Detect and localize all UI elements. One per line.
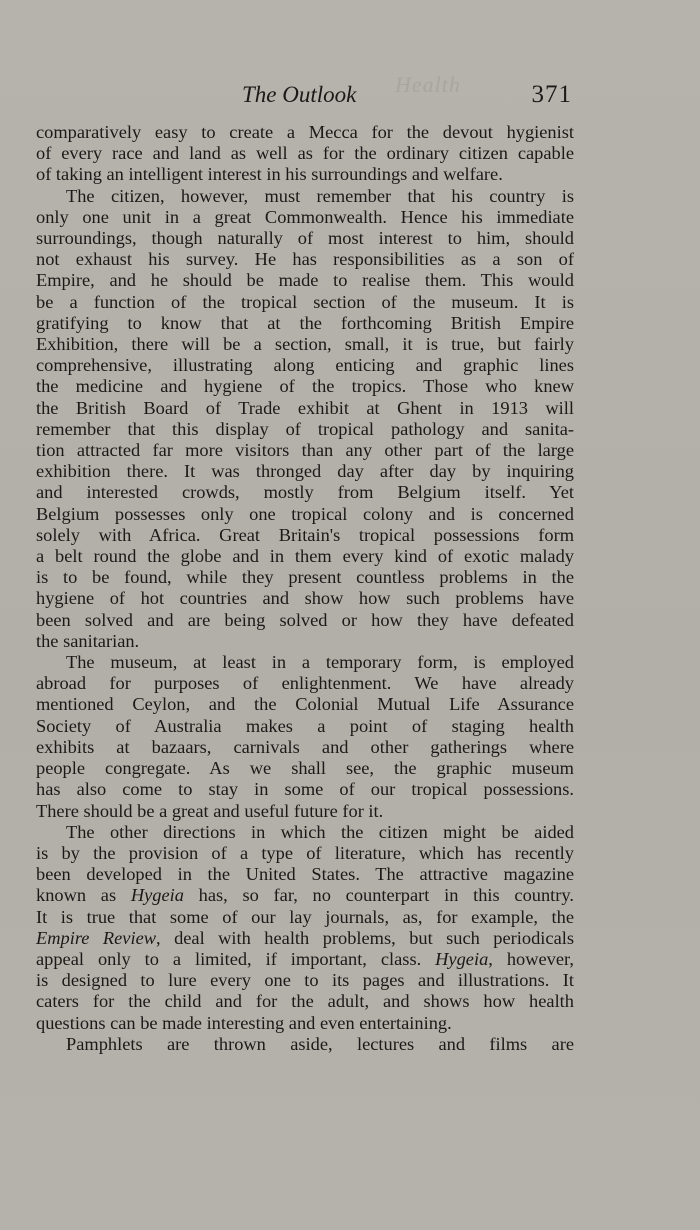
text-segment: Exhibition, there will be a section, small, it is true, but fairly bbox=[36, 334, 574, 355]
italic-title: Hygeia bbox=[130, 885, 184, 906]
text-segment: Empire, and he should be made to realise them. This would bbox=[36, 270, 574, 291]
text-segment: has also come to stay in some of our tropical possessions. bbox=[36, 779, 574, 800]
text-line bbox=[36, 525, 574, 546]
text-line bbox=[36, 292, 574, 313]
text-line bbox=[36, 716, 574, 737]
bleed-through-text: Health bbox=[395, 72, 461, 97]
text-line bbox=[36, 186, 574, 207]
text-segment: questions can be made interesting and even entertaining. bbox=[36, 1012, 452, 1033]
text-line bbox=[36, 1013, 574, 1034]
text-line bbox=[36, 143, 574, 164]
text-line bbox=[36, 801, 574, 822]
text-segment: people congregate. As we shall see, the graphic museum bbox=[36, 758, 574, 779]
text-line bbox=[36, 334, 574, 355]
text-line bbox=[36, 228, 574, 249]
text-segment: be a function of the tropical section of the museum. It is bbox=[36, 291, 574, 312]
text-segment: The citizen, however, must remember that his country is bbox=[66, 185, 574, 206]
text-segment: known as bbox=[36, 885, 131, 906]
text-segment: exhibits at bazaars, carnivals and other gatherings where bbox=[36, 736, 574, 757]
text-line bbox=[36, 398, 574, 419]
text-segment: The museum, at least in a temporary form, is employed bbox=[66, 652, 574, 673]
text-segment: has, so far, no counterpart in this country. bbox=[183, 885, 575, 906]
text-line bbox=[36, 907, 574, 928]
text-segment: a belt round the globe and in them every kind of exotic malady bbox=[36, 546, 574, 567]
text-line bbox=[36, 1034, 574, 1055]
text-segment: comprehensive, illustrating along enticing and graphic lines bbox=[36, 355, 574, 376]
text-line bbox=[36, 482, 574, 503]
text-line bbox=[36, 376, 574, 397]
text-segment: is to be found, while they present countless problems in the bbox=[36, 567, 574, 588]
text-line bbox=[36, 949, 574, 970]
text-line bbox=[36, 652, 574, 673]
text-segment: , deal with health problems, but such periodicals bbox=[156, 927, 574, 948]
text-segment: caters for the child and for the adult, and shows how health bbox=[36, 991, 574, 1012]
text-line bbox=[36, 758, 574, 779]
body-text bbox=[36, 122, 574, 1055]
text-segment: appeal only to a limited, if important, class. bbox=[36, 948, 436, 969]
text-segment: Pamphlets are thrown aside, lectures and films are bbox=[66, 1033, 574, 1054]
text-line bbox=[36, 694, 574, 715]
text-segment: The other directions in which the citizen might be aided bbox=[66, 821, 574, 842]
text-line bbox=[36, 928, 574, 949]
text-line bbox=[36, 610, 574, 631]
text-line bbox=[36, 588, 574, 609]
text-line bbox=[36, 864, 574, 885]
text-segment: been solved and are being solved or how they have defeated bbox=[36, 609, 574, 630]
running-head: The Outlook bbox=[242, 82, 357, 107]
text-line bbox=[36, 843, 574, 864]
text-line bbox=[36, 207, 574, 228]
text-segment: the medicine and hygiene of the tropics. Those who knew bbox=[36, 376, 574, 397]
text-segment: the British Board of Trade exhibit at Ghent in 1913 will bbox=[36, 397, 574, 418]
text-line bbox=[36, 970, 574, 991]
text-line bbox=[36, 270, 574, 291]
text-segment: of taking an intelligent interest in his surroundings and welfare. bbox=[36, 164, 503, 185]
text-segment: There should be a great and useful future for it. bbox=[36, 800, 384, 821]
italic-title: Hygeia bbox=[435, 948, 489, 969]
text-line bbox=[36, 122, 574, 143]
text-segment: tion attracted far more visitors than any other part of the large bbox=[36, 440, 574, 461]
text-segment: mentioned Ceylon, and the Colonial Mutual Life Assurance bbox=[36, 694, 574, 715]
text-segment: Belgium possesses only one tropical colony and is concerned bbox=[36, 503, 574, 524]
text-line bbox=[36, 779, 574, 800]
text-segment: surroundings, though naturally of most interest to him, should bbox=[36, 228, 574, 249]
page-number: 371 bbox=[531, 81, 572, 108]
text-line bbox=[36, 991, 574, 1012]
text-segment: It is true that some of our lay journals, as, for example, the bbox=[36, 906, 574, 927]
italic-title: Empire Review bbox=[36, 927, 157, 948]
text-segment: hygiene of hot countries and show how such problems have bbox=[36, 588, 574, 609]
text-segment: is by the provision of a type of literature, which has recently bbox=[36, 842, 574, 863]
text-segment: of every race and land as well as for the ordinary citizen capable bbox=[36, 143, 574, 164]
text-line bbox=[36, 822, 574, 843]
text-line bbox=[36, 461, 574, 482]
text-segment: only one unit in a great Commonwealth. Hence his immediate bbox=[36, 206, 574, 227]
text-line bbox=[36, 313, 574, 334]
text-line bbox=[36, 885, 574, 906]
text-segment: not exhaust his survey. He has responsibilities as a son of bbox=[36, 249, 574, 270]
text-line bbox=[36, 546, 574, 567]
text-segment: comparatively easy to create a Mecca for the devout hygienist bbox=[36, 122, 574, 142]
text-segment: gratifying to know that at the forthcoming British Empire bbox=[36, 312, 574, 333]
text-line bbox=[36, 419, 574, 440]
text-segment: is designed to lure every one to its pages and illustrations. It bbox=[36, 970, 574, 991]
text-line bbox=[36, 249, 574, 270]
text-segment: exhibition there. It was thronged day after day by inquiring bbox=[36, 461, 574, 482]
text-segment: remember that this display of tropical pathology and sanita- bbox=[36, 418, 574, 439]
text-line bbox=[36, 504, 574, 525]
text-segment: been developed in the United States. The attractive magazine bbox=[36, 864, 574, 885]
text-segment: and interested crowds, mostly from Belgium itself. Yet bbox=[36, 482, 574, 503]
text-segment: the sanitarian. bbox=[36, 630, 140, 651]
text-line bbox=[36, 567, 574, 588]
text-line bbox=[36, 355, 574, 376]
text-segment: , however, bbox=[488, 948, 574, 969]
text-segment: solely with Africa. Great Britain's tropical possessions form bbox=[36, 524, 574, 545]
text-line bbox=[36, 631, 574, 652]
text-segment: abroad for purposes of enlightenment. We have already bbox=[36, 673, 574, 694]
text-line bbox=[36, 440, 574, 461]
text-line bbox=[36, 164, 574, 185]
text-line bbox=[36, 737, 574, 758]
page-header bbox=[36, 80, 574, 110]
text-line bbox=[36, 673, 574, 694]
text-segment: Society of Australia makes a point of staging health bbox=[36, 715, 574, 736]
